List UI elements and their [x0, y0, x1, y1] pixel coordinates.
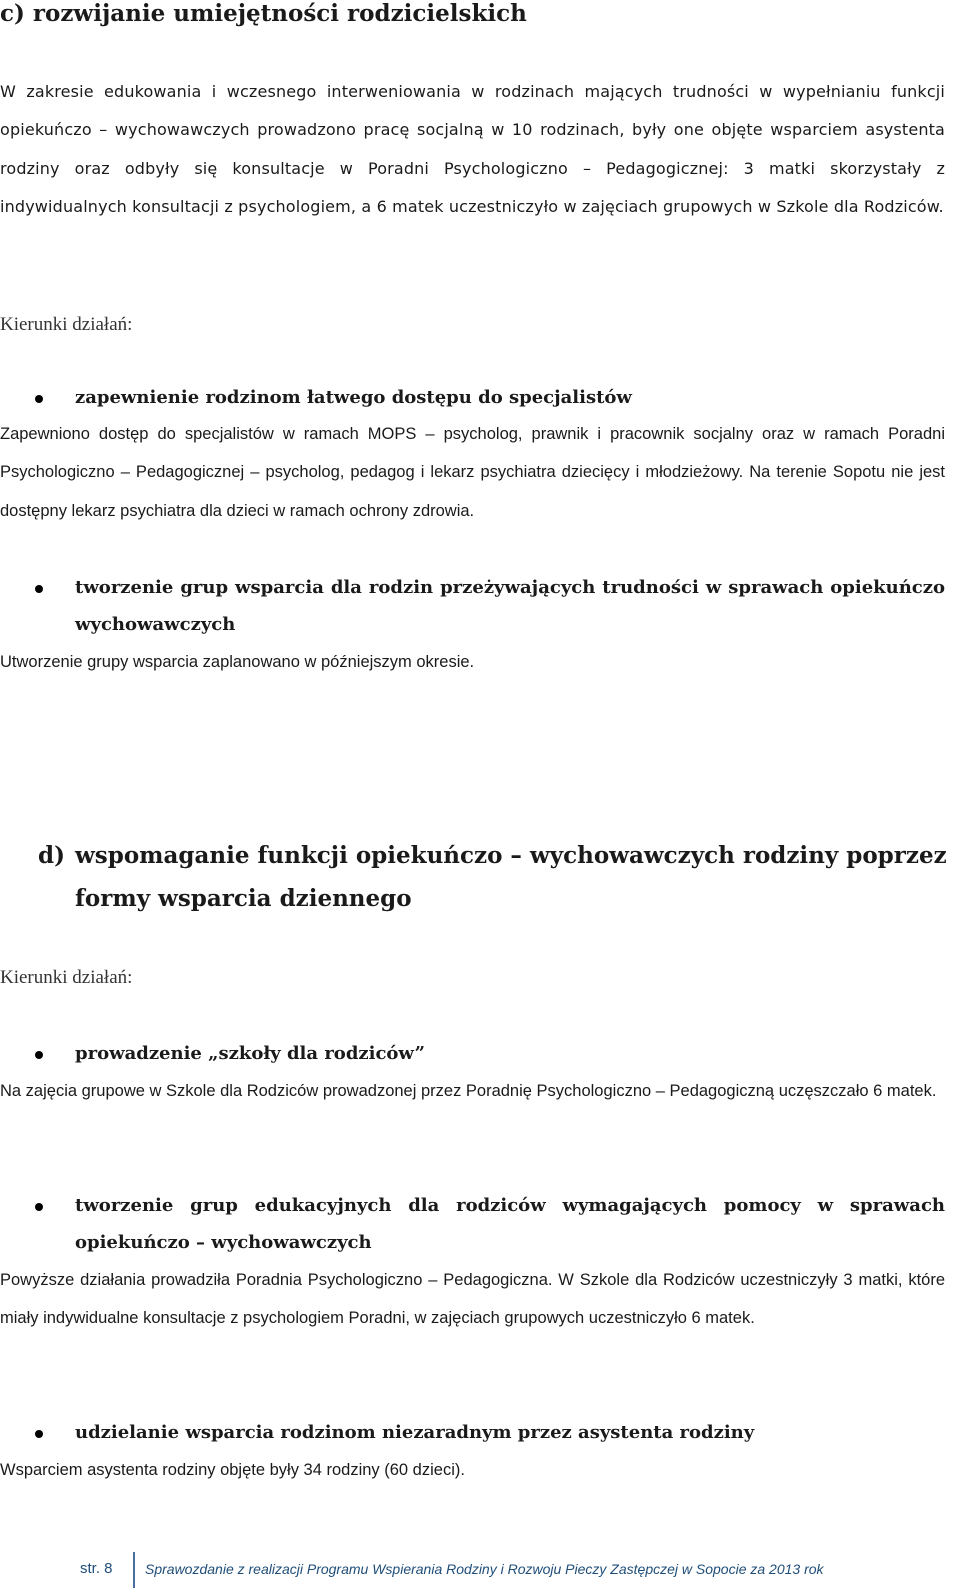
section-c-letter: c)	[0, 0, 25, 27]
section-d-title: wspomaganie funkcji opiekuńczo – wychowawczych rodziny poprzez formy wsparcia dziennego	[75, 842, 947, 912]
section-d-item-1-heading	[75, 1035, 945, 1072]
bullet-icon	[35, 395, 43, 403]
section-c-item-2-heading-text: tworzenie grup wsparcia dla rodzin przeżywających trudności w sprawach opiekuńczo wychowawczych	[75, 577, 945, 635]
section-d-item-2-heading	[75, 1187, 945, 1261]
section-c-item-1-heading-text: zapewnienie rodzinom łatwego dostępu do specjalistów	[75, 387, 632, 408]
section-d-item-3-text: Wsparciem asystenta rodziny objęte były 34 rodziny (60 dzieci).	[0, 1461, 465, 1479]
bullet-icon	[35, 1430, 43, 1438]
section-d-item-3-heading-text: udzielanie wsparcia rodzinom niezaradnym przez asystenta rodziny	[75, 1422, 755, 1443]
footer-divider	[133, 1552, 135, 1588]
section-c-kierunki: Kierunki działań:	[0, 314, 133, 335]
section-d-item-1-heading-text: prowadzenie „szkoły dla rodziców”	[75, 1043, 425, 1064]
section-d-kierunki: Kierunki działań:	[0, 967, 133, 988]
section-c-title: rozwijanie umiejętności rodzicielskich	[32, 0, 527, 27]
section-c-item-2-text: Utworzenie grupy wsparcia zaplanowano w późniejszym okresie.	[0, 653, 475, 671]
section-d-item-2-heading-text: tworzenie grup edukacyjnych dla rodziców wymagających pomocy w sprawach opiekuńczo – wychowawczych	[75, 1195, 945, 1253]
section-d-heading	[38, 834, 948, 920]
bullet-icon	[35, 1203, 43, 1211]
page-number: str. 8	[80, 1560, 113, 1577]
section-d-item-3-heading	[75, 1414, 945, 1451]
section-c-heading	[0, 0, 527, 28]
footer-title: Sprawozdanie z realizacji Programu Wspierania Rodziny i Rozwoju Pieczy Zastępczej w Sopocie za 2013 rok	[145, 1561, 824, 1577]
bullet-icon	[35, 1051, 43, 1059]
bullet-icon	[35, 585, 43, 593]
section-d-item-2-text: Powyższe działania prowadziła Poradnia Psychologiczno – Pedagogiczna. W Szkole dla Rodziców uczestniczyły 3 matki, które miały indywidualne konsultacje z psychologiem Poradni, w zajęciach grupowych uczestniczyło 6 matek.	[0, 1271, 945, 1328]
section-c-paragraph: W zakresie edukowania i wczesnego interweniowania w rodzinach mających trudności w wypełnianiu funkcji opiekuńczo – wychowawczych prowadzono pracę socjalną w 10 rodzinach, były one objęte wsparciem asystenta rodziny oraz odbyły się konsultacje w Poradni Psychologiczno – Pedagogicznej: 3 matki skorzystały z indywidualnych konsultacji z psychologiem, a 6 matek uczestniczyło w zajęciach grupowych w Szkole dla Rodziców.	[0, 82, 945, 216]
section-c-item-1-heading	[75, 379, 945, 416]
section-d-item-1-text: Na zajęcia grupowe w Szkole dla Rodziców prowadzonej przez Poradnię Psychologiczno – Pedagogiczną uczęszczało 6 matek.	[0, 1082, 937, 1100]
section-c-item-1-text: Zapewniono dostęp do specjalistów w ramach MOPS – psycholog, prawnik i pracownik socjalny oraz w ramach Poradni Psychologiczno – Pedagogicznej – psycholog, pedagog i lekarz psychiatra dziecięcy i młodzieżowy. Na terenie Sopotu nie jest dostępny lekarz psychiatra dla dzieci w ramach ochrony zdrowia.	[0, 425, 945, 520]
page-footer	[0, 1552, 960, 1588]
section-d-letter: d)	[38, 842, 65, 869]
section-c-item-2-heading	[75, 569, 945, 643]
